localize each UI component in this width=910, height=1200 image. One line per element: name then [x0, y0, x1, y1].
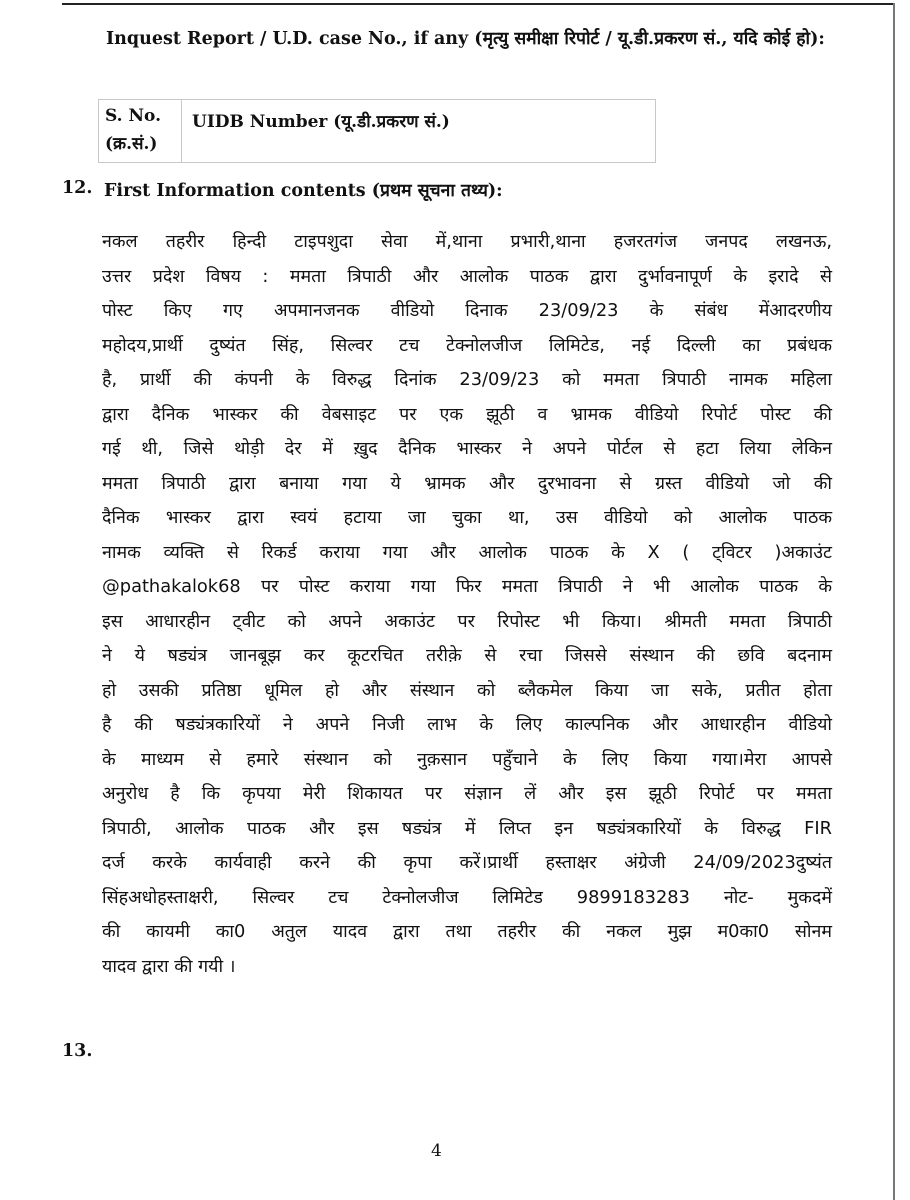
section-12-number: 12. [62, 178, 93, 198]
fi-line: सिंहअधोहस्ताक्षरी, सिल्वर टच टेक्नोलजीज लिमिटेड 9899183283 नोट- मुकदमें [102, 886, 832, 908]
sno-header-cell: S. No. (क्र.सं.) [99, 100, 182, 162]
fi-line: यादव द्वारा की गयी । [102, 955, 236, 977]
fi-line: पोस्ट किए गए अपमानजनक वीडियो दिनाक 23/09/23 के संबंध मेंआदरणीय [102, 300, 832, 321]
fi-line: के माध्यम से हमारे संस्थान को नुक़सान पहुँचाने के लिए किया गया।मेरा आपसे [102, 748, 832, 770]
fi-line: दर्ज करके कार्यवाही करने की कृपा करें।प्रार्थी हस्ताक्षर अंग्रेजी 24/09/2023दुष्यंत [102, 852, 832, 873]
section-13-number: 13. [62, 1041, 93, 1061]
fi-line: है की षड्यंत्रकारियों ने अपने निजी लाभ के लिए काल्पनिक और आधारहीन वीडियो [102, 714, 832, 735]
fi-line: की कायमी का0 अतुल यादव द्वारा तथा तहरीर की नकल मुझ म0का0 सोनम [102, 921, 832, 942]
fi-line: नकल तहरीर हिन्दी टाइपशुदा सेवा में,थाना प्रभारी,थाना हजरतगंज जनपद लखनऊ, [102, 231, 832, 252]
inquest-report-heading: Inquest Report / U.D. case No., if any (मृत्यु समीक्षा रिपोर्ट / यू.डी.प्रकरण सं., यदि कोई हो): [106, 29, 825, 49]
uidb-header-cell: UIDB Number (यू.डी.प्रकरण सं.) [192, 112, 450, 132]
fi-line: दैनिक भास्कर द्वारा स्वयं हटाया जा चुका था, उस वीडियो को आलोक पाठक [102, 507, 832, 528]
fi-line: ममता त्रिपाठी द्वारा बनाया गया ये भ्रामक और दुरभावना से ग्रस्त वीडियो जो की [102, 472, 832, 494]
fi-line: महोदय,प्रार्थी दुष्यंत सिंह, सिल्वर टच टेक्नोलजीज लिमिटेड, नई दिल्ली का प्रबंधक [102, 334, 832, 356]
uidb-table [98, 99, 656, 163]
fi-line: गई थी, जिसे थोड़ी देर में ख़ुद दैनिक भास्कर ने अपने पोर्टल से हटा लिया लेकिन [102, 438, 832, 459]
right-border-line [893, 3, 895, 1200]
fi-line: द्वारा दैनिक भास्कर की वेबसाइट पर एक झूठी व भ्रामक वीडियो रिपोर्ट पोस्ट की [102, 403, 832, 425]
fi-line: उत्तर प्रदेश विषय : ममता त्रिपाठी और आलोक पाठक द्वारा दुर्भावनापूर्ण के इरादे से [102, 265, 832, 287]
fi-line: है, प्रार्थी की कंपनी के विरुद्ध दिनांक 23/09/23 को ममता त्रिपाठी नामक महिला [102, 369, 832, 390]
first-information-heading: First Information contents (प्रथम सूचना तथ्य): [104, 181, 503, 201]
fi-line: ने ये षड्यंत्र जानबूझ कर कूटरचित तरीक़े से रचा जिससे संस्थान की छवि बदनाम [102, 645, 832, 666]
fi-line: नामक व्यक्ति से रिकर्ड कराया गया और आलोक पाठक के X ( ट्विटर )अकाउंट [102, 541, 832, 563]
fi-line: इस आधारहीन ट्वीट को अपने अकाउंट पर रिपोस्ट भी किया। श्रीमती ममता त्रिपाठी [102, 610, 832, 632]
fi-line: हो उसकी प्रतिष्ठा धूमिल हो और संस्थान को ब्लैकमेल किया जा सके, प्रतीत होता [102, 679, 832, 701]
top-border-line [62, 3, 894, 5]
first-information-body [102, 225, 832, 984]
fi-line: अनुरोध है कि कृपया मेरी शिकायत पर संज्ञान लें और इस झूठी रिपोर्ट पर ममता [102, 783, 832, 804]
fi-line: त्रिपाठी, आलोक पाठक और इस षड्यंत्र में लिप्त इन षड्यंत्रकारियों के विरुद्ध FIR [102, 817, 832, 839]
page-number: 4 [431, 1141, 442, 1161]
fi-line: @pathakalok68 पर पोस्ट कराया गया फिर ममता त्रिपाठी ने भी आलोक पाठक के [102, 576, 832, 597]
